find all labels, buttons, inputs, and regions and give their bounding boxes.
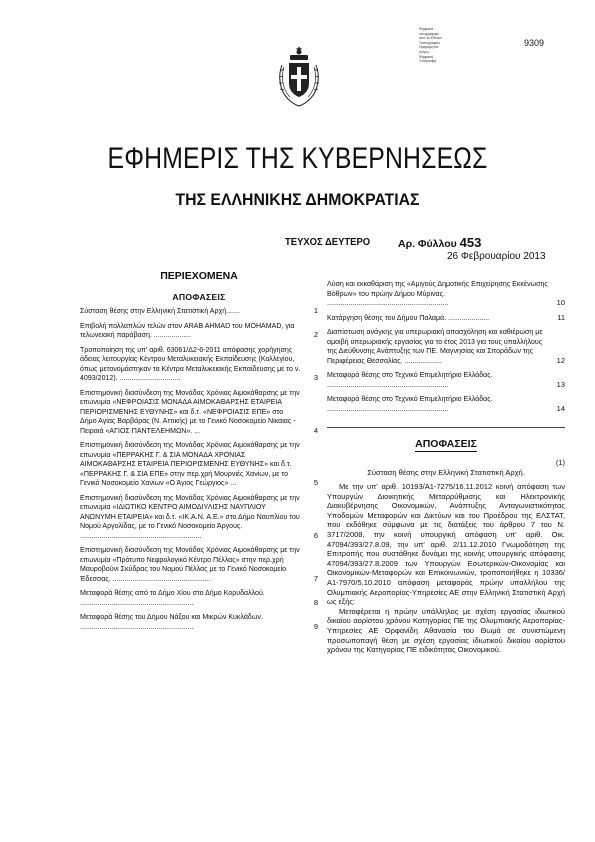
stamp-line: Τυπογραφείο — [419, 40, 440, 45]
toc-item-text: Επιστημονική διασύνδεση της Μονάδας Χρόνιας Αιμοκάθαρσης με την επωνυμία «ΙΔΙΩΤΙΚΟ ΚΕΝΤΡΟ ΑΙΜΟΔΙΥΛΙΣΗΣ ΝΑΥΠΛΙΟΥ ΑΝΩΝΥΜΗ ΕΤΑΙΡΕΙΑ» και δ.τ. «ΙΚ.Α.Ν. Α.Ε.» στο Δήμο Ναυπλίου του Νομού Αργολίδας, με το Γενικό Νοσοκομείο Άργους. .............................................................. — [80, 492, 300, 540]
digital-signature-stamp — [419, 27, 442, 64]
toc-item[interactable] — [80, 545, 318, 583]
contents-heading: ΠΕΡΙΕΧΟΜΕΝΑ — [160, 270, 238, 282]
stamp-line: από το Εθνικό — [419, 36, 442, 41]
decision-paragraph: Μεταφέρεται η πρώην υπάλληλος με σχέση εργασίας ιδιωτικού δικαίου αορίστου χρόνου Κατηγορίας ΠΕ της Ολυμπιακής Αεροπορίας-Υπηρεσίες ΑΕ Ορφανίδη Αθανασία του Θωμά σε συνιστώμενη προσωποπαγή θέση με σχέση εργασίας ιδιωτικού δικαίου αορίστου χρόνου της Κατηγορίας ΠΕ ειδικότητας Οικονομικού. — [327, 606, 565, 655]
toc-item-number: 13 — [556, 379, 565, 389]
gazette-title: ΕΦΗΜΕΡΙΣ ΤΗΣ ΚΥΒΕΡΝΗΣΕΩΣ — [107, 142, 488, 175]
toc-item-text: Επιστημονική διασύνδεση της Μονάδας Χρόνιας Αιμοκάθαρσης με την επωνυμία «ΝΕΦΡΟΙΑΣΙΣ ΜΟΝΑΔΑ ΑΙΜΟΚΑΘΑΡΣΗΣ ΕΤΑΙΡΕΙΑ ΠΕΡΙΟΡΙΣΜΕΝΗΣ ΕΥΘΥΝΗΣ» και δ.τ. «ΝΕΦΡΟΙΑΣΙΣ ΕΠΕ» στο Δήμο Αγίας Βαρβάρας (Ν. Αττικής) με το Γενικό Νοσοκομείο Νίκαιας - Πειραιά «ΑΓΙΟΣ ΠΑΝΤΕΛΕΗΜΩΝ». ... — [80, 387, 300, 435]
decision-reference-number: (1) — [555, 458, 565, 467]
toc-item-text: Επιστημονική διασύνδεση της Μονάδας Χρόνιας Αιμοκάθαρσης με την επωνυμία «ΠΕΡΡΑΚΗΣ Γ. & ΣΙΑ ΜΟΝΑΔΑ ΧΡΟΝΙΑΣ ΑΙΜΟΚΑΘΑΡΣΗΣ ΕΤΑΙΡΕΙΑ ΠΕΡΙΟΡΙΣΜΕΝΗΣ ΕΥΘΥΝΗΣ» και δ.τ. «ΠΕΡΡΑΚΗΣ Γ. & ΣΙΑ ΕΠΕ» στην περ.χρή Μουρνιές Χανίων, με το Γενικό Νοσοκομείο Χανίων «Ο Άγιος Γεώργιος» ... — [80, 440, 300, 487]
toc-item[interactable] — [327, 313, 565, 323]
toc-item[interactable] — [80, 388, 318, 436]
toc-item-number: 5 — [313, 478, 318, 487]
toc-item[interactable] — [80, 493, 318, 541]
toc-item[interactable] — [327, 327, 565, 365]
toc-item-text: Λύση και εκκαθάριση της «Αμιγούς Δημοτικής Επιχείρησης Εκκένωσης Βόθρων» του πρώην Δήμου Μύρινας. .............................................................. — [327, 279, 548, 307]
section-divider — [327, 427, 565, 428]
decision-body — [327, 482, 565, 655]
toc-item-number: 7 — [313, 573, 318, 583]
toc-item[interactable] — [80, 440, 318, 488]
stamp-line: Ημερομηνία: — [419, 45, 440, 50]
toc-item[interactable] — [80, 345, 318, 383]
decisions-heading-text: ΑΠΟΦΑΣΕΙΣ — [415, 438, 477, 450]
toc-item-text: Επιβολή πολλαπλών τελών στον ARAB AHMAD του MOHAMAD, για τελωνειακή παράβαση. ................... — [80, 320, 295, 339]
toc-item-number: 9 — [313, 621, 318, 631]
toc-item-number: 4 — [313, 425, 318, 435]
gazette-subtitle: ΤΗΣ ΕΛΛΗΝΙΚΗΣ ΔΗΜΟΚΡΑΤΙΑΣ — [175, 190, 420, 209]
contents-left-column — [80, 270, 318, 636]
toc-item-number: 1 — [313, 306, 318, 315]
toc-item[interactable] — [327, 370, 565, 389]
page-number: 9309 — [524, 38, 545, 48]
sheet-number-label — [398, 235, 481, 250]
toc-item-text: Επιστημονική διασύνδεση της Μονάδας Χρόνιας Αιμοκάθαρσης με την επωνυμία «Πρότυπο Νεφρολογικό Κέντρο Πέλλας» στην περ.χρή Μαυροβούνι Σκύδρας του Νομού Πέλλας με το Γενικό Νοσοκομείο Έδεσσας. .................................................. — [80, 545, 300, 583]
right-column — [327, 279, 565, 655]
toc-item-number: 10 — [556, 298, 565, 307]
toc-item[interactable] — [80, 612, 318, 631]
toc-item[interactable] — [327, 394, 565, 413]
toc-item[interactable] — [327, 279, 565, 308]
toc-item-number: 8 — [313, 597, 318, 607]
toc-item-number: 2 — [313, 330, 318, 339]
stamp-line: Λόγος: — [419, 49, 430, 54]
decision-title: Σύσταση θέσης στην Ελληνική Στατιστική Αρχή. — [367, 468, 525, 477]
greek-coat-of-arms-icon — [274, 45, 324, 107]
toc-item-number: 11 — [557, 312, 565, 322]
stamp-line: Ψηφιακή — [419, 54, 434, 59]
toc-item-text: Τροποποίηση της υπ' αριθ. 63061/Δ2-6-2011 απόφασης χορήγησης άδειας λειτουργίας Κέντρου Μεταλυκειακής Εκπαίδευσης (Κολλεγίου, όπως μετονομάστηκαν τα Κέντρα Μεταλυκειακής Εκπαίδευσης με το ν. 4093/2012). ............................... — [80, 344, 301, 382]
toc-item-text: Μεταφορά θέσης του Δήμου Νάξου και Μικρών Κυκλάδων. .......................................................... — [80, 612, 263, 631]
decisions-heading — [327, 438, 565, 450]
sheet-number: 453 — [459, 235, 482, 250]
toc-item-number: 3 — [313, 373, 318, 382]
toc-item-number: 12 — [556, 355, 565, 365]
toc-item[interactable] — [80, 321, 318, 340]
toc-item[interactable] — [80, 306, 318, 316]
toc-item-number: 14 — [556, 403, 565, 413]
toc-item-text: Κατάργηση θέσης του Δήμου Παλαμά. ..................... — [327, 312, 490, 322]
toc-item-text: Σύσταση θέσης στην Ελληνική Στατιστική Αρχή....... — [80, 306, 240, 315]
toc-item-text: Μεταφορά θέσης στο Τεχνικό Επιμελητήριο Ελλάδας. .............................................................. — [327, 370, 493, 389]
stamp-line: Υπογραφή — [419, 59, 437, 64]
toc-item-text: Μεταφορά θέσης από το Δήμο Χίου στο Δήμο Κορυδαλλού. .......................................................... — [80, 588, 265, 607]
issue-date: 26 Φεβρουαρίου 2013 — [447, 251, 546, 262]
toc-item-number: 6 — [313, 530, 318, 540]
stamp-line: Ψηφιακά — [419, 27, 434, 31]
issue-series: ΤΕΥΧΟΣ ΔΕΥΤΕΡΟ — [285, 236, 371, 248]
stamp-line: υπογράφηκε — [419, 31, 440, 36]
toc-item-text: Μεταφορά θέσης στο Τεχνικό Επιμελητήριο Ελλάδας. .............................................................. — [327, 394, 493, 413]
decision-paragraph: Με την υπ' αριθ. 10193/Α1-7275/16.11.2012 κοινή απόφαση των Υπουργών Διοικητικής Μεταρρύθμισης και Ηλεκτρονικής Διακυβέρνησης Οικονομικών, Ανάπτυξης Ανταγωνιστικότητας Υποδομών Μεταφορών και Δικτύων και του Προέδρου της ΕΛΣΤΑΤ, που εκδόθηκε σύμφωνα με τις διατάξεις του άρθρου 7 του Ν. 3717/2008, την κοινή υπουργική απόφαση υπ' αριθ. Οικ. 47094/393/27.8.09, την υπ' αριθ. 2/11.12.2010 Γνωμοδότηση της Επιτροπής που συστάθηκε δυνάμει της κοινής υπουργικής απόφασης 47094/393/27.8.2009 των Υπουργών Εσωτερικών-Οικονομίας και Οικονομικών-Μεταφορών και Επικοινωνιών, τροποποιήθηκε η 10336/Α1-7970/5.10.2010 απόφαση μεταφοράς πρώην υπαλλήλου της Ολυμπιακής Αεροπορίας-Υπηρεσίες ΑΕ στην Ελληνική Στατιστική Αρχή ως εξής: — [327, 482, 565, 607]
toc-item-text: Διαπίστωση ανάγκης για υπερωριακή απασχόληση και καθιέρωση με αμοιβή υπερωριακής εργασίας για το έτος 2013 για τους υπαλλήλους της Διεύθυνσης Ανάπτυξης των ΠΕ. Μαγνησίας και Σποράδων της Περιφέρειας Θεσσαλίας. ................... — [327, 327, 543, 365]
sheet-label-text: Αρ. Φύλλου — [398, 238, 457, 250]
toc-item[interactable] — [80, 588, 318, 607]
contents-section-heading: ΑΠΟΦΑΣΕΙΣ — [172, 292, 226, 302]
